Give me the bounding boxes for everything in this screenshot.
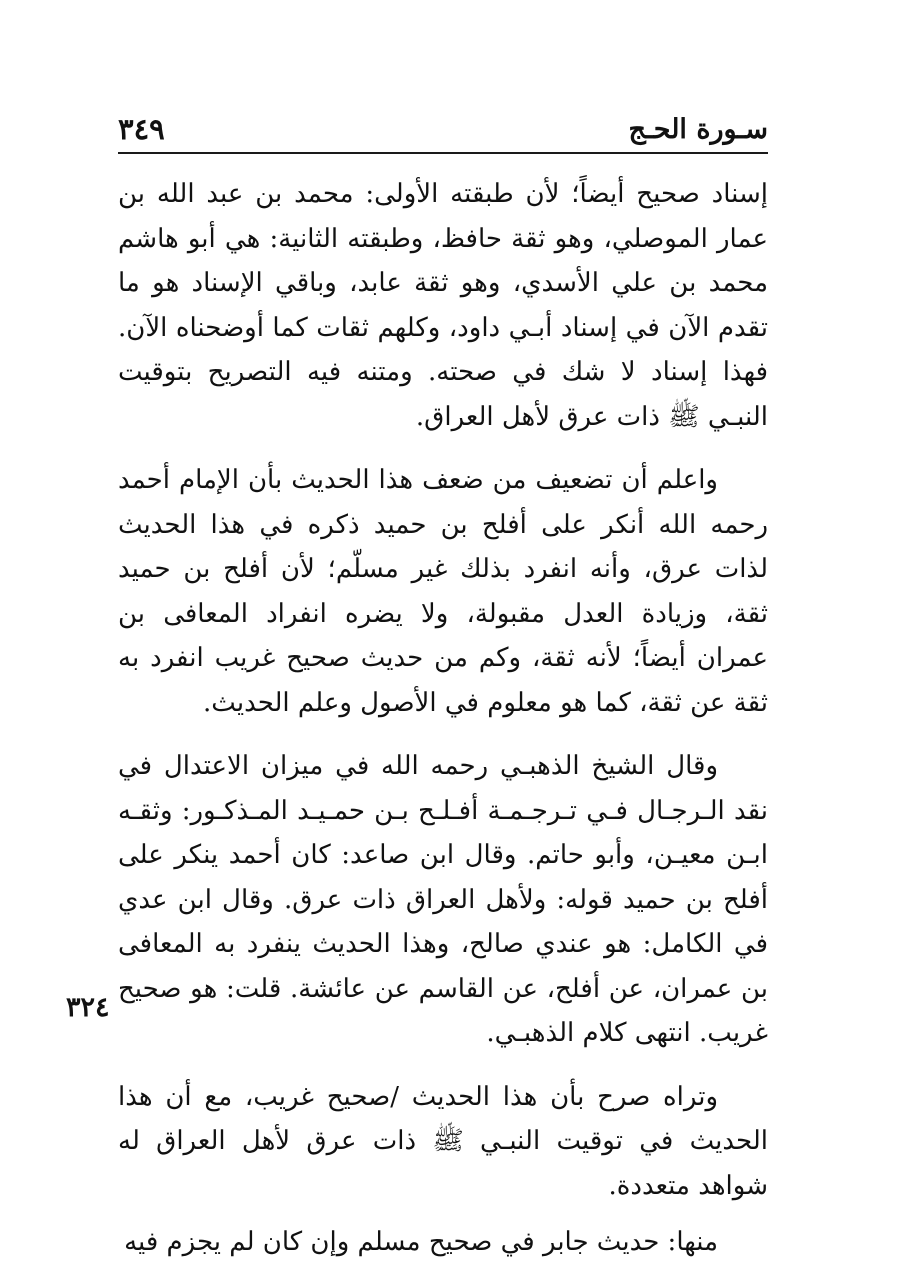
paragraph-tadif: واعلم أن تضعيف من ضعف هذا الحديث بأن الإمام أحمد رحمه الله أنكر على أفلح بن حميد ذكره في هذا الحديث لذات عرق، وأنه انفرد بذلك غير مسلّم؛ لأن أفلح بن حميد ثقة، وزيادة العدل مقبولة، ولا يضره انفراد المعافى بن عمران أيضاً؛ لأنه ثقة، وكم من حديث صحيح غريب انفرد به ثقة عن ثقة، كما هو معلوم في الأصول وعلم الحديث.	[118, 465, 768, 718]
page-number: ٣٤٩	[118, 112, 165, 146]
running-title: سـورة الحـج	[628, 114, 768, 145]
paragraph-sahih-gharib: وتراه صرح بأن هذا الحديث /صحيح غريب، مع أن هذا الحديث في توقيت النبـي ﷺ ذات عرق لأهل العراق له شواهد متعددة.	[118, 1081, 768, 1201]
body-text	[118, 172, 768, 1284]
paragraph-isnad: إسناد صحيح أيضاً؛ لأن طبقته الأولى: محمد بن عبد الله بن عمار الموصلي، وهو ثقة حافظ، وطبقته الثانية: هي أبو هاشم محمد بن علي الأسدي، وهو ثقة عابد، وباقي الإسناد هو ما تقدم الآن في إسناد أبـي داود، وكلهم ثقات كما أوضحناه الآن. فهذا إسناد لا شك في صحته. ومتنه فيه التصريح بتوقيت النبـي ﷺ ذات عرق لأهل العراق.	[118, 179, 768, 432]
paragraph-minha: منها: حديث جابر في صحيح مسلم وإن كان لم يجزم فيه	[124, 1227, 718, 1257]
margin-page-reference: ٣٢٤	[66, 992, 110, 1023]
page-header	[118, 108, 768, 154]
paragraph-dhahabi: وقال الشيخ الذهبـي رحمه الله في ميزان الاعتدال في نقد الـرجـال فـي تـرجـمـة أفـلـح بـن حمـيـد المـذكـور: وثقـه ابـن معيـن، وأبو حاتم. وقال ابن صاعد: كان أحمد ينكر على أفلح بن حميد قوله: ولأهل العراق ذات عرق. وقال ابن عدي في الكامل: هو عندي صالح، وهذا الحديث ينفرد به المعافى بن عمران، عن أفلح، عن القاسم عن عائشة. قلت: هو صحيح غريب. انتهى كلام الذهبـي.	[118, 751, 768, 1048]
